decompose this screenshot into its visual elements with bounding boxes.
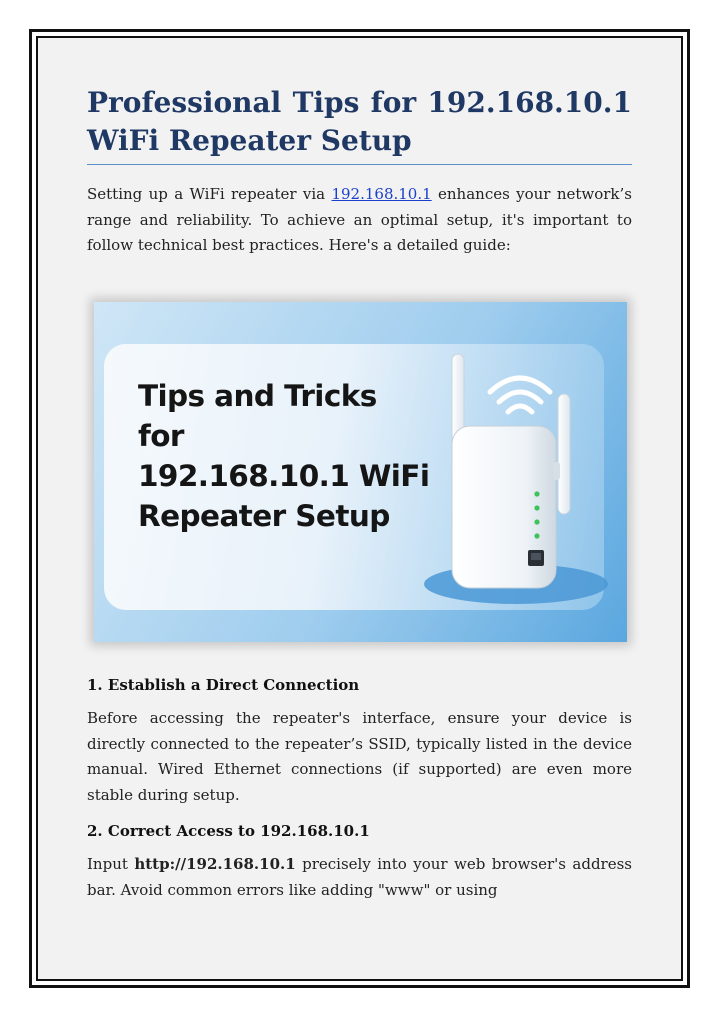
banner-line-3: 192.168.10.1 WiFi	[138, 459, 430, 493]
url-text: http://192.168.10.1	[134, 855, 296, 873]
status-led-4	[534, 533, 539, 538]
intro-paragraph	[87, 182, 632, 259]
section-heading: 2. Correct Access to 192.168.10.1	[87, 822, 370, 840]
intro-text-start: Setting up a WiFi repeater via	[87, 185, 332, 203]
wifi-signal-icon	[490, 378, 550, 412]
status-led-2	[534, 505, 539, 510]
intro-text-end: enhances your network’s range and reliability. To achieve an optimal setup, it's important to follow technical best practices. Here's a detailed guide:	[87, 185, 632, 254]
section-correct-access	[87, 820, 632, 903]
status-led-1	[534, 491, 539, 496]
document-content	[87, 84, 632, 259]
banner-line-1: Tips and Tricks	[138, 379, 377, 413]
section-body: Before accessing the repeater's interface, ensure your device is directly connected to the repeater’s SSID, typically listed in the device manual. Wired Ethernet connections (if supported) are even more stable during setup.	[87, 709, 632, 804]
section-direct-connection	[87, 674, 632, 808]
side-button	[553, 462, 560, 480]
section-body	[87, 852, 632, 903]
banner-line-2: for	[138, 419, 184, 453]
body-text-start: Input	[87, 855, 135, 873]
wifi-repeater-icon	[414, 342, 614, 612]
page-title: Professional Tips for 192.168.10.1 WiFi Repeater Setup	[87, 84, 632, 165]
banner-image	[94, 302, 627, 642]
banner-heading	[138, 376, 438, 536]
body-text-end: precisely into your web browser's address bar. Avoid common errors like adding "www" or using	[87, 855, 632, 899]
ip-address-link[interactable]: 192.168.10.1	[331, 185, 432, 203]
section-heading: 1. Establish a Direct Connection	[87, 676, 360, 694]
antenna-right	[558, 394, 570, 514]
status-led-3	[534, 519, 539, 524]
banner-line-4: Repeater Setup	[138, 499, 390, 533]
